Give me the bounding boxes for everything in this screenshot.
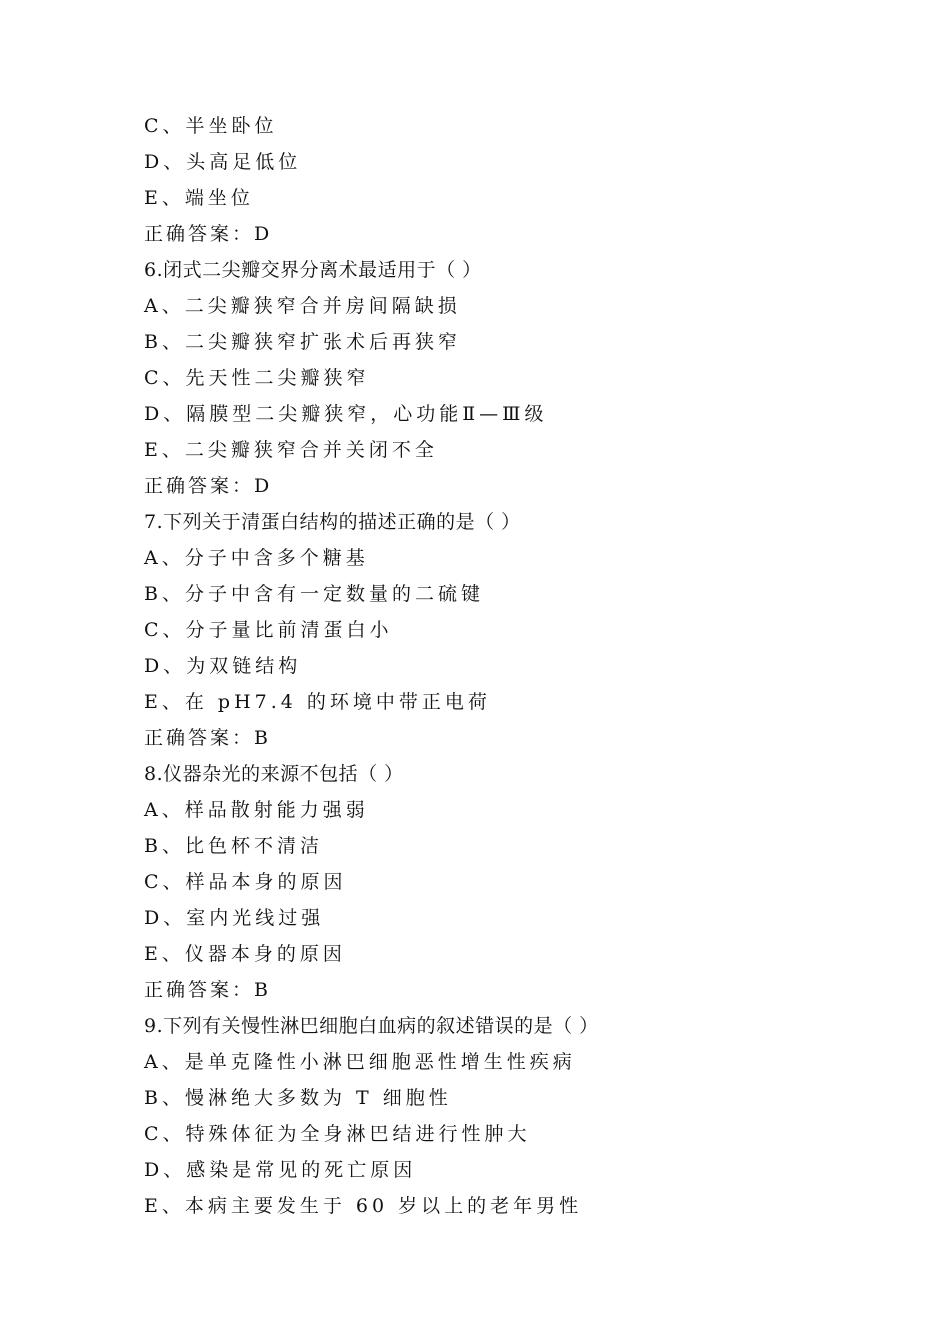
answer-line: 正确答案：B bbox=[144, 979, 271, 1001]
option-line: A、二尖瓣狭窄合并房间隔缺损 bbox=[144, 295, 461, 317]
answer-line: 正确答案：D bbox=[144, 223, 273, 245]
option-line: C、特殊体征为全身淋巴结进行性肿大 bbox=[144, 1123, 531, 1145]
answer-line: 正确答案：B bbox=[144, 727, 271, 749]
question-line: 7.下列关于清蛋白结构的描述正确的是（ ） bbox=[144, 511, 521, 533]
option-line: C、先天性二尖瓣狭窄 bbox=[144, 367, 370, 389]
option-line: D、感染是常见的死亡原因 bbox=[144, 1159, 417, 1181]
option-line: A、是单克隆性小淋巴细胞恶性增生性疾病 bbox=[144, 1051, 576, 1073]
question-list bbox=[144, 108, 864, 1224]
option-line: C、样品本身的原因 bbox=[144, 871, 347, 893]
question-line: 9.下列有关慢性淋巴细胞白血病的叙述错误的是（ ） bbox=[144, 1015, 599, 1037]
option-line: C、分子量比前清蛋白小 bbox=[144, 619, 393, 641]
option-line: D、隔膜型二尖瓣狭窄，心功能Ⅱ—Ⅲ级 bbox=[144, 403, 548, 425]
option-line: B、比色杯不清洁 bbox=[144, 835, 323, 857]
question-line: 6.闭式二尖瓣交界分离术最适用于（ ） bbox=[144, 259, 482, 281]
option-line: B、分子中含有一定数量的二硫键 bbox=[144, 583, 484, 605]
option-line: E、在 pH7.4 的环境中带正电荷 bbox=[144, 691, 491, 713]
option-line: B、二尖瓣狭窄扩张术后再狭窄 bbox=[144, 331, 461, 353]
option-line: E、仪器本身的原因 bbox=[144, 943, 346, 965]
option-line: D、室内光线过强 bbox=[144, 907, 325, 929]
option-line: E、本病主要发生于 60 岁以上的老年男性 bbox=[144, 1195, 583, 1217]
option-line: D、头高足低位 bbox=[144, 151, 302, 173]
option-line: D、为双链结构 bbox=[144, 655, 302, 677]
option-line: E、二尖瓣狭窄合并关闭不全 bbox=[144, 439, 438, 461]
option-line: C、半坐卧位 bbox=[144, 115, 278, 137]
option-line: B、慢淋绝大多数为 T 细胞性 bbox=[144, 1087, 452, 1109]
answer-line: 正确答案：D bbox=[144, 475, 273, 497]
option-line: A、样品散射能力强弱 bbox=[144, 799, 369, 821]
question-line: 8.仪器杂光的来源不包括（ ） bbox=[144, 763, 404, 785]
option-line: A、分子中含多个糖基 bbox=[144, 547, 369, 569]
option-line: E、端坐位 bbox=[144, 187, 254, 209]
